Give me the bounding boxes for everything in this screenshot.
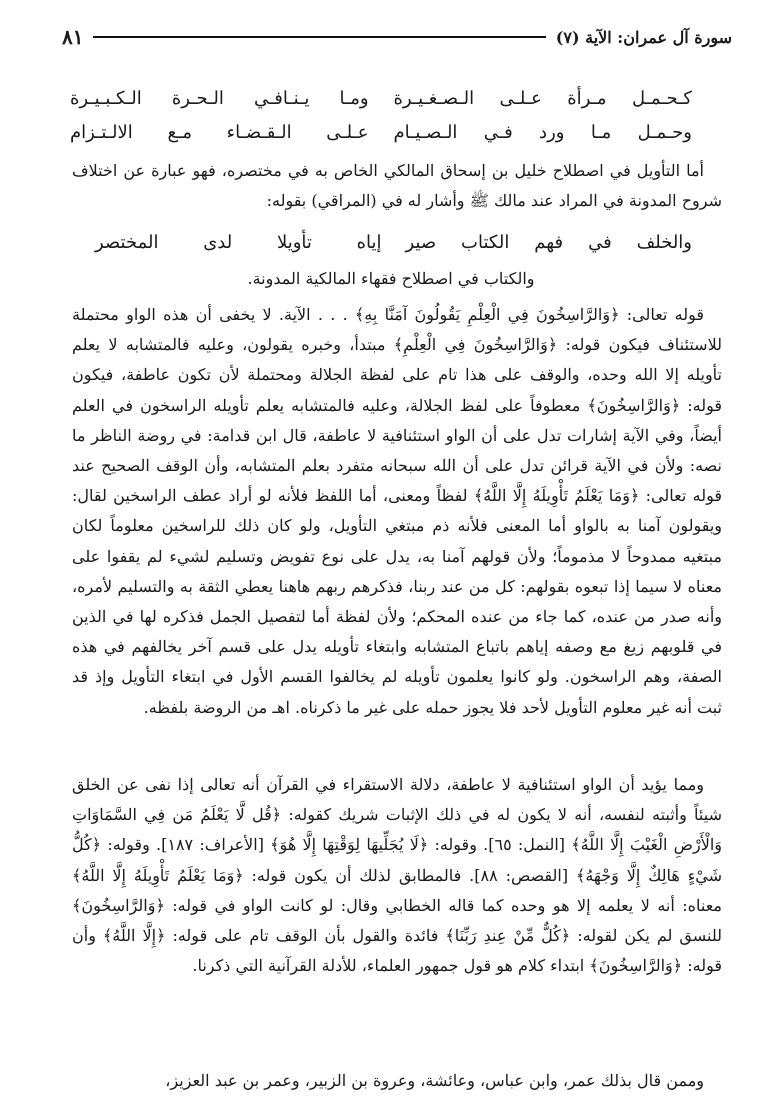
paragraph-text: قوله تعالى: ﴿وَالرَّاسِخُونَ فِي الْعِلْمِ يَقُولُونَ آمَنَّا بِهِ﴾ . . . الآية. لا يخفى أن هذه الواو محتملة للاستئناف فيكون قوله: ﴿وَالرَّاسِخُونَ فِي الْعِلْمِ﴾ مبتدأ، وخبره يقولون، وعليه فالمتشابه لا يعلم تأويله إلا الله وحده، والوقف على هذا تام على لفظة الجلالة ومحتملة لأن تكون عاطفة، فيكون قوله: ﴿وَالرَّاسِخُونَ﴾ معطوفاً على لفظ الجلالة، وعليه فالمتشابه يعلم تأويله الراسخون في العلم أيضاً، وفي الآية إشارات تدل على أن الواو استئنافية لا عاطفة، قال ابن قدامة: في روضة الناظر ما نصه: ولأن في الآية قرائن تدل على أن الله سبحانه متفرد بعلم المتشابه، وأن الوقف الصحيح عند قوله تعالى: ﴿وَمَا يَعْلَمُ تَأْوِيلَهُ إِلَّا اللَّهُ﴾ لفظاً ومعنى، أما اللفظ فلأنه لو أراد عطف الراسخين لقال: ويقولون آمنا به بالواو أما المعنى فلأنه ذم مبتغي التأويل، ولو كان ذلك للراسخين معلوماً لكان مبتغيه ممدوحاً لا مذموماً؛ ولأن قولهم آمنا به، يدل على نوع تفويض وتسليم لشيء لم يقفوا على معناه لا سيما إذا تبعوه بقولهم: كل من عند ربنا، فذكرهم ربهم هاهنا يعطي الثقة به والتسليم لأمره، وأنه صدر من عنده، كما جاء من عنده المحكم؛ ولأن لفظة أما لتفصيل الجمل فذكره لها في الذين في قلوبهم زيغ مع وصفه إياهم باتباع المتشابه وابتغاء تأويله يدل على قسم آخر يخالفهم في هذه الصفة، وهم الراسخون. ولو كانوا يعلمون تأويله لم يخالفوا القسم الأول في ابتغاء التأويل وإذ قد ثبت أنه غير معلوم التأويل لأحد فلا يجوز حمله على غير ما ذكرناه. اهـ من الروضة بلفظه. (72, 305, 723, 717)
page-header (62, 20, 732, 54)
paragraph-istiqra (72, 770, 722, 981)
poem-tail-line: والكتاب في اصطلاح فقهاء المالكية المدونة. (247, 269, 535, 288)
poem-hemistich-left: ومـا يـنـافـي الـحـرة الـكـبـيـرة (70, 88, 369, 109)
paragraph-text: ومما يؤيد أن الواو استئنافية لا عاطفة، دلالة الاستقراء في القرآن أنه تعالى إذا نفى عن الخلق شيئاً وأثبته لنفسه، أنه لا يكون له في ذلك الإثبات شريك كقوله: ﴿قُل لَّا يَعْلَمُ مَن فِي السَّمَاوَاتِ وَالْأَرْضِ الْغَيْبَ إِلَّا اللَّهُ﴾ [النمل: ٦٥]. وقوله: ﴿لَا يُجَلِّيهَا لِوَقْتِهَا إِلَّا هُوَ﴾ [الأعراف: ١٨٧]. وقوله: ﴿كُلُّ شَيْءٍ هَالِكٌ إِلَّا وَجْهَهُ﴾ [القصص: ٨٨]. فالمطابق لذلك أن يكون قوله: ﴿وَمَا يَعْلَمُ تَأْوِيلَهُ إِلَّا اللَّهُ﴾ معناه: أنه لا يعلمه إلا هو وحده كما قاله الخطابي وقال: لو كانت الواو في قوله: ﴿وَالرَّاسِخُونَ﴾ للنسق لم يكن لقوله: ﴿كُلٌّ مِّنْ عِندِ رَبِّنَا﴾ فائدة والقول بأن الوقف تام على قوله: ﴿إِلَّا اللَّهُ﴾ وأن قوله: ﴿وَالرَّاسِخُونَ﴾ ابتداء كلام هو قول جمهور العلماء، للأدلة القرآنية التي ذكرنا. (72, 775, 723, 976)
poem-line (70, 82, 692, 116)
poem-hemistich-right: كـحـمـل مـرأة عـلـى الـصـغـيـرة (393, 88, 692, 109)
poem-line (70, 116, 692, 150)
page-number: ٨١ (62, 25, 84, 49)
poem-hemistich-right: وحـمـل مـا ورد فـي الـصـيـام (393, 122, 692, 143)
paragraph-rasikhun (72, 300, 722, 723)
poem-hemistich-left: إياه تأويلا لدى المختصر (95, 232, 382, 253)
poem-block-1 (70, 82, 692, 150)
surah-title: سورة آل عمران: الآية (٧) (555, 27, 732, 47)
paragraph-names (72, 1066, 722, 1096)
paragraph-tawil-definition (72, 156, 722, 216)
paragraph-text: أما التأويل في اصطلاح خليل بن إسحاق المالكي الخاص به في مختصره، فهو عبارة عن اختلاف شروح المدونة في المراد عند مالك ﷺ وأشار له في (المراقي) بقوله: (72, 161, 722, 211)
paragraph-text: وممن قال بذلك عمر، وابن عباس، وعائشة، وعروة بن الزبير، وعمر بن عبد العزيز، (165, 1071, 704, 1090)
poem-line (95, 226, 692, 260)
poem-hemistich-right: والخلف في فهم الكتاب صير (405, 232, 692, 253)
poem-hemistich-left: عـلـى الـقـضـاء مـع الالـتـزام (70, 122, 369, 143)
poem-block-2 (95, 226, 692, 260)
header-rule (93, 36, 545, 38)
